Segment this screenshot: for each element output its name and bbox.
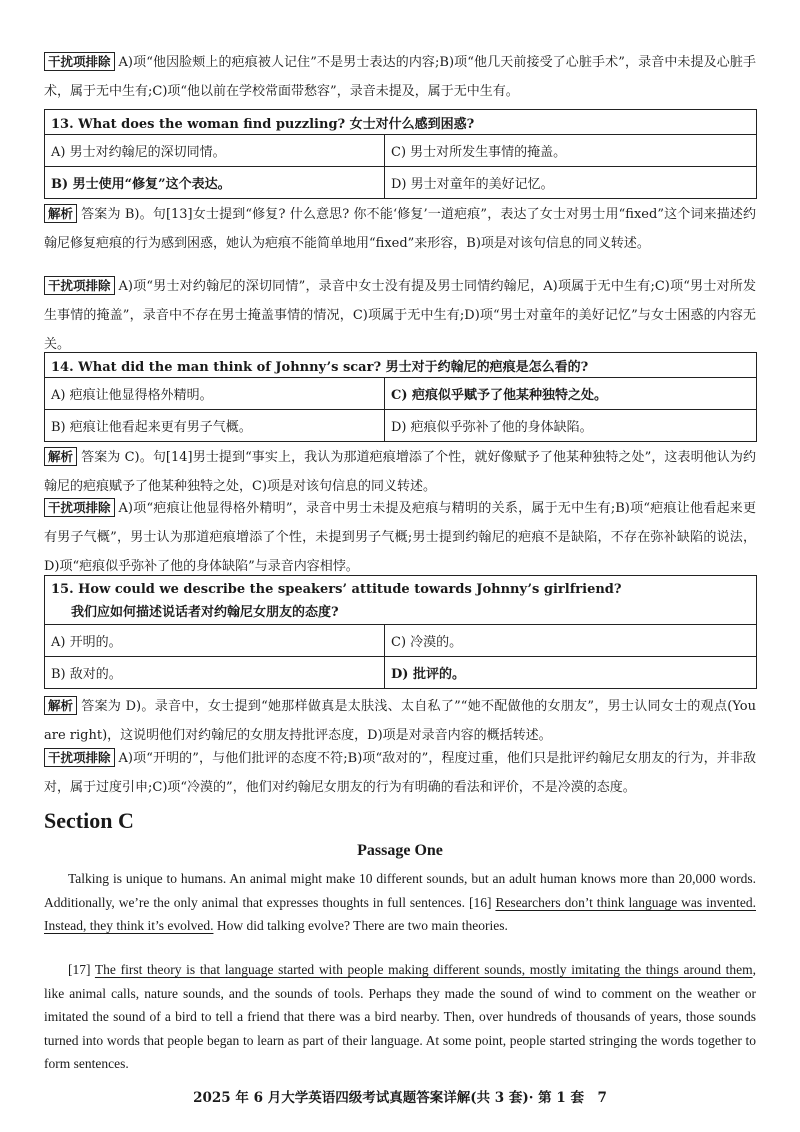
analysis-paragraph-q13 <box>44 200 756 258</box>
q13-option-b: B) 男士使用“修复”这个表达。 <box>45 167 385 199</box>
question-14-table <box>44 352 757 442</box>
passage-text: How did talking evolve? There are two main theories. <box>213 918 508 933</box>
q13-option-c: C) 男士对所发生事情的掩盖。 <box>385 135 757 167</box>
question-14-text: 14. What did the man think of Johnny’s scar? 男士对于约翰尼的疤痕是怎么看的? <box>45 353 757 378</box>
passage-paragraph-1 <box>44 867 756 938</box>
q15-option-a: A) 开明的。 <box>45 625 385 657</box>
passage-title: Passage One <box>357 842 443 859</box>
question-15-zh: 我们应如何描述说话者对约翰尼女朋友的态度? <box>71 605 339 620</box>
question-15-table <box>44 575 757 689</box>
analysis-text: 答案为 D)。录音中，女士提到“她那样做真是太肤浅、太自私了”“她不配做他的女朋友”，男士认同女士的观点(You are right)，这说明他们对约翰尼的女朋友持批评态度，D)项是对录音内容的概括转述。 <box>44 699 756 743</box>
distractor-text: A)项“他因脸颊上的疤痕被人记住”不是男士表达的内容;B)项“他几天前接受了心脏手术”，录音中未提及心脏手术，属于无中生有;C)项“他以前在学校常面带愁容”，录音未提及，属于无中生有。 <box>44 55 756 99</box>
analysis-text: 答案为 C)。句[14]男士提到“事实上，我认为那道疤痕增添了个性，就好像赋予了他某种独特之处”，这表明他认为约翰尼的疤痕赋予了他某种独特之处，C)项是对该句信息的同义转述。 <box>44 450 756 494</box>
passage-text: , like animal calls, nature sounds, and the sounds of tools. Perhaps they made the sound of wind to comment on the weather or imitated the sound of a bird to tell a friend that there was a bird nearby. Then, over hundreds of thousands of years, those sounds turned into words that people began to learn as part of their language. At some point, people started stringing the words together to form sentences. <box>44 962 756 1071</box>
analysis-text: 答案为 B)。句[13]女士提到“修复? 什么意思? 你不能‘修复’一道疤痕”，表达了女士对男士用“fixed”这个词来描述约翰尼修复疤痕的行为感到困惑，她认为疤痕不能简单地用“fixed”来形容，B)项是对该句信息的同义转述。 <box>44 207 756 251</box>
analysis-tag: 解析 <box>44 204 77 223</box>
distractor-tag: 干扰项排除 <box>44 52 115 71</box>
q15-option-c: C) 冷漠的。 <box>385 625 757 657</box>
distractor-text: A)项“开明的”，与他们批评的态度不符;B)项“敌对的”，程度过重，他们只是批评约翰尼女朋友的行为，并非敌对，属于过度引申;C)项“冷漠的”，他们对约翰尼女朋友的行为有明确的看法和评价，不是冷漠的态度。 <box>44 751 756 795</box>
passage-paragraph-2 <box>44 958 756 1076</box>
distractor-paragraph-q15 <box>44 744 756 802</box>
passage-text: Talking is unique to humans. An animal might make 10 different sounds, but an adult human knows more than 20,000 words. Additionally, we’re the only animal that expresses thoughts in full sentences. [16] <box>44 871 756 910</box>
q14-option-a: A) 疤痕让他显得格外精明。 <box>45 378 385 410</box>
analysis-paragraph-q15 <box>44 692 756 750</box>
question-13-text: 13. What does the woman find puzzling? 女士对什么感到困惑? <box>45 110 757 135</box>
page-footer: 2025 年 6 月大学英语四级考试真题答案详解(共 3 套)· 第 1 套 7 <box>193 1090 607 1106</box>
analysis-tag: 解析 <box>44 696 77 715</box>
distractor-tag: 干扰项排除 <box>44 498 115 517</box>
q14-option-b: B) 疤痕让他看起来更有男子气概。 <box>45 410 385 442</box>
analysis-tag: 解析 <box>44 447 77 466</box>
distractor-tag: 干扰项排除 <box>44 276 115 295</box>
analysis-paragraph-q14 <box>44 443 756 501</box>
q14-option-c: C) 疤痕似乎赋予了他某种独特之处。 <box>385 378 757 410</box>
passage-text: [17] <box>68 962 95 977</box>
distractor-text: A)项“男士对约翰尼的深切同情”，录音中女士没有提及男士同情约翰尼，A)项属于无中生有;C)项“男士对所发生事情的掩盖”，录音中不存在男士掩盖事情的情况，C)项属于无中生有;D)项“男士对童年的美好记忆”与女士困惑的内容无关。 <box>44 279 756 352</box>
distractor-paragraph-q13 <box>44 272 756 359</box>
distractor-tag: 干扰项排除 <box>44 748 115 767</box>
distractor-text: A)项“疤痕让他显得格外精明”，录音中男士未提及疤痕与精明的关系，属于无中生有;B)项“疤痕让他看起来更有男子气概”，男士认为那道疤痕增添了个性，未提到男子气概;男士提到约翰尼的疤痕不是缺陷，不存在弥补缺陷的说法，D)项“疤痕似乎弥补了他的身体缺陷”与录音内容相悖。 <box>44 501 756 574</box>
section-title: Section C <box>44 808 134 833</box>
q13-option-d: D) 男士对童年的美好记忆。 <box>385 167 757 199</box>
q13-option-a: A) 男士对约翰尼的深切同情。 <box>45 135 385 167</box>
question-15-text <box>45 576 757 625</box>
q15-option-b: B) 敌对的。 <box>45 657 385 689</box>
q15-option-d: D) 批评的。 <box>385 657 757 689</box>
distractor-paragraph-q12 <box>44 48 756 106</box>
distractor-paragraph-q14 <box>44 494 756 581</box>
question-13-table <box>44 109 757 199</box>
question-15-en: 15. How could we describe the speakers’ attitude towards Johnny’s girlfriend? <box>51 582 622 597</box>
underlined-sentence-16: Researchers don’t think language was invented. Instead, they think it’s evolved. <box>44 894 756 933</box>
q14-option-d: D) 疤痕似乎弥补了他的身体缺陷。 <box>385 410 757 442</box>
underlined-sentence-17: The first theory is that language started with people making different sounds, mostly imitating the things around them <box>94 962 753 977</box>
